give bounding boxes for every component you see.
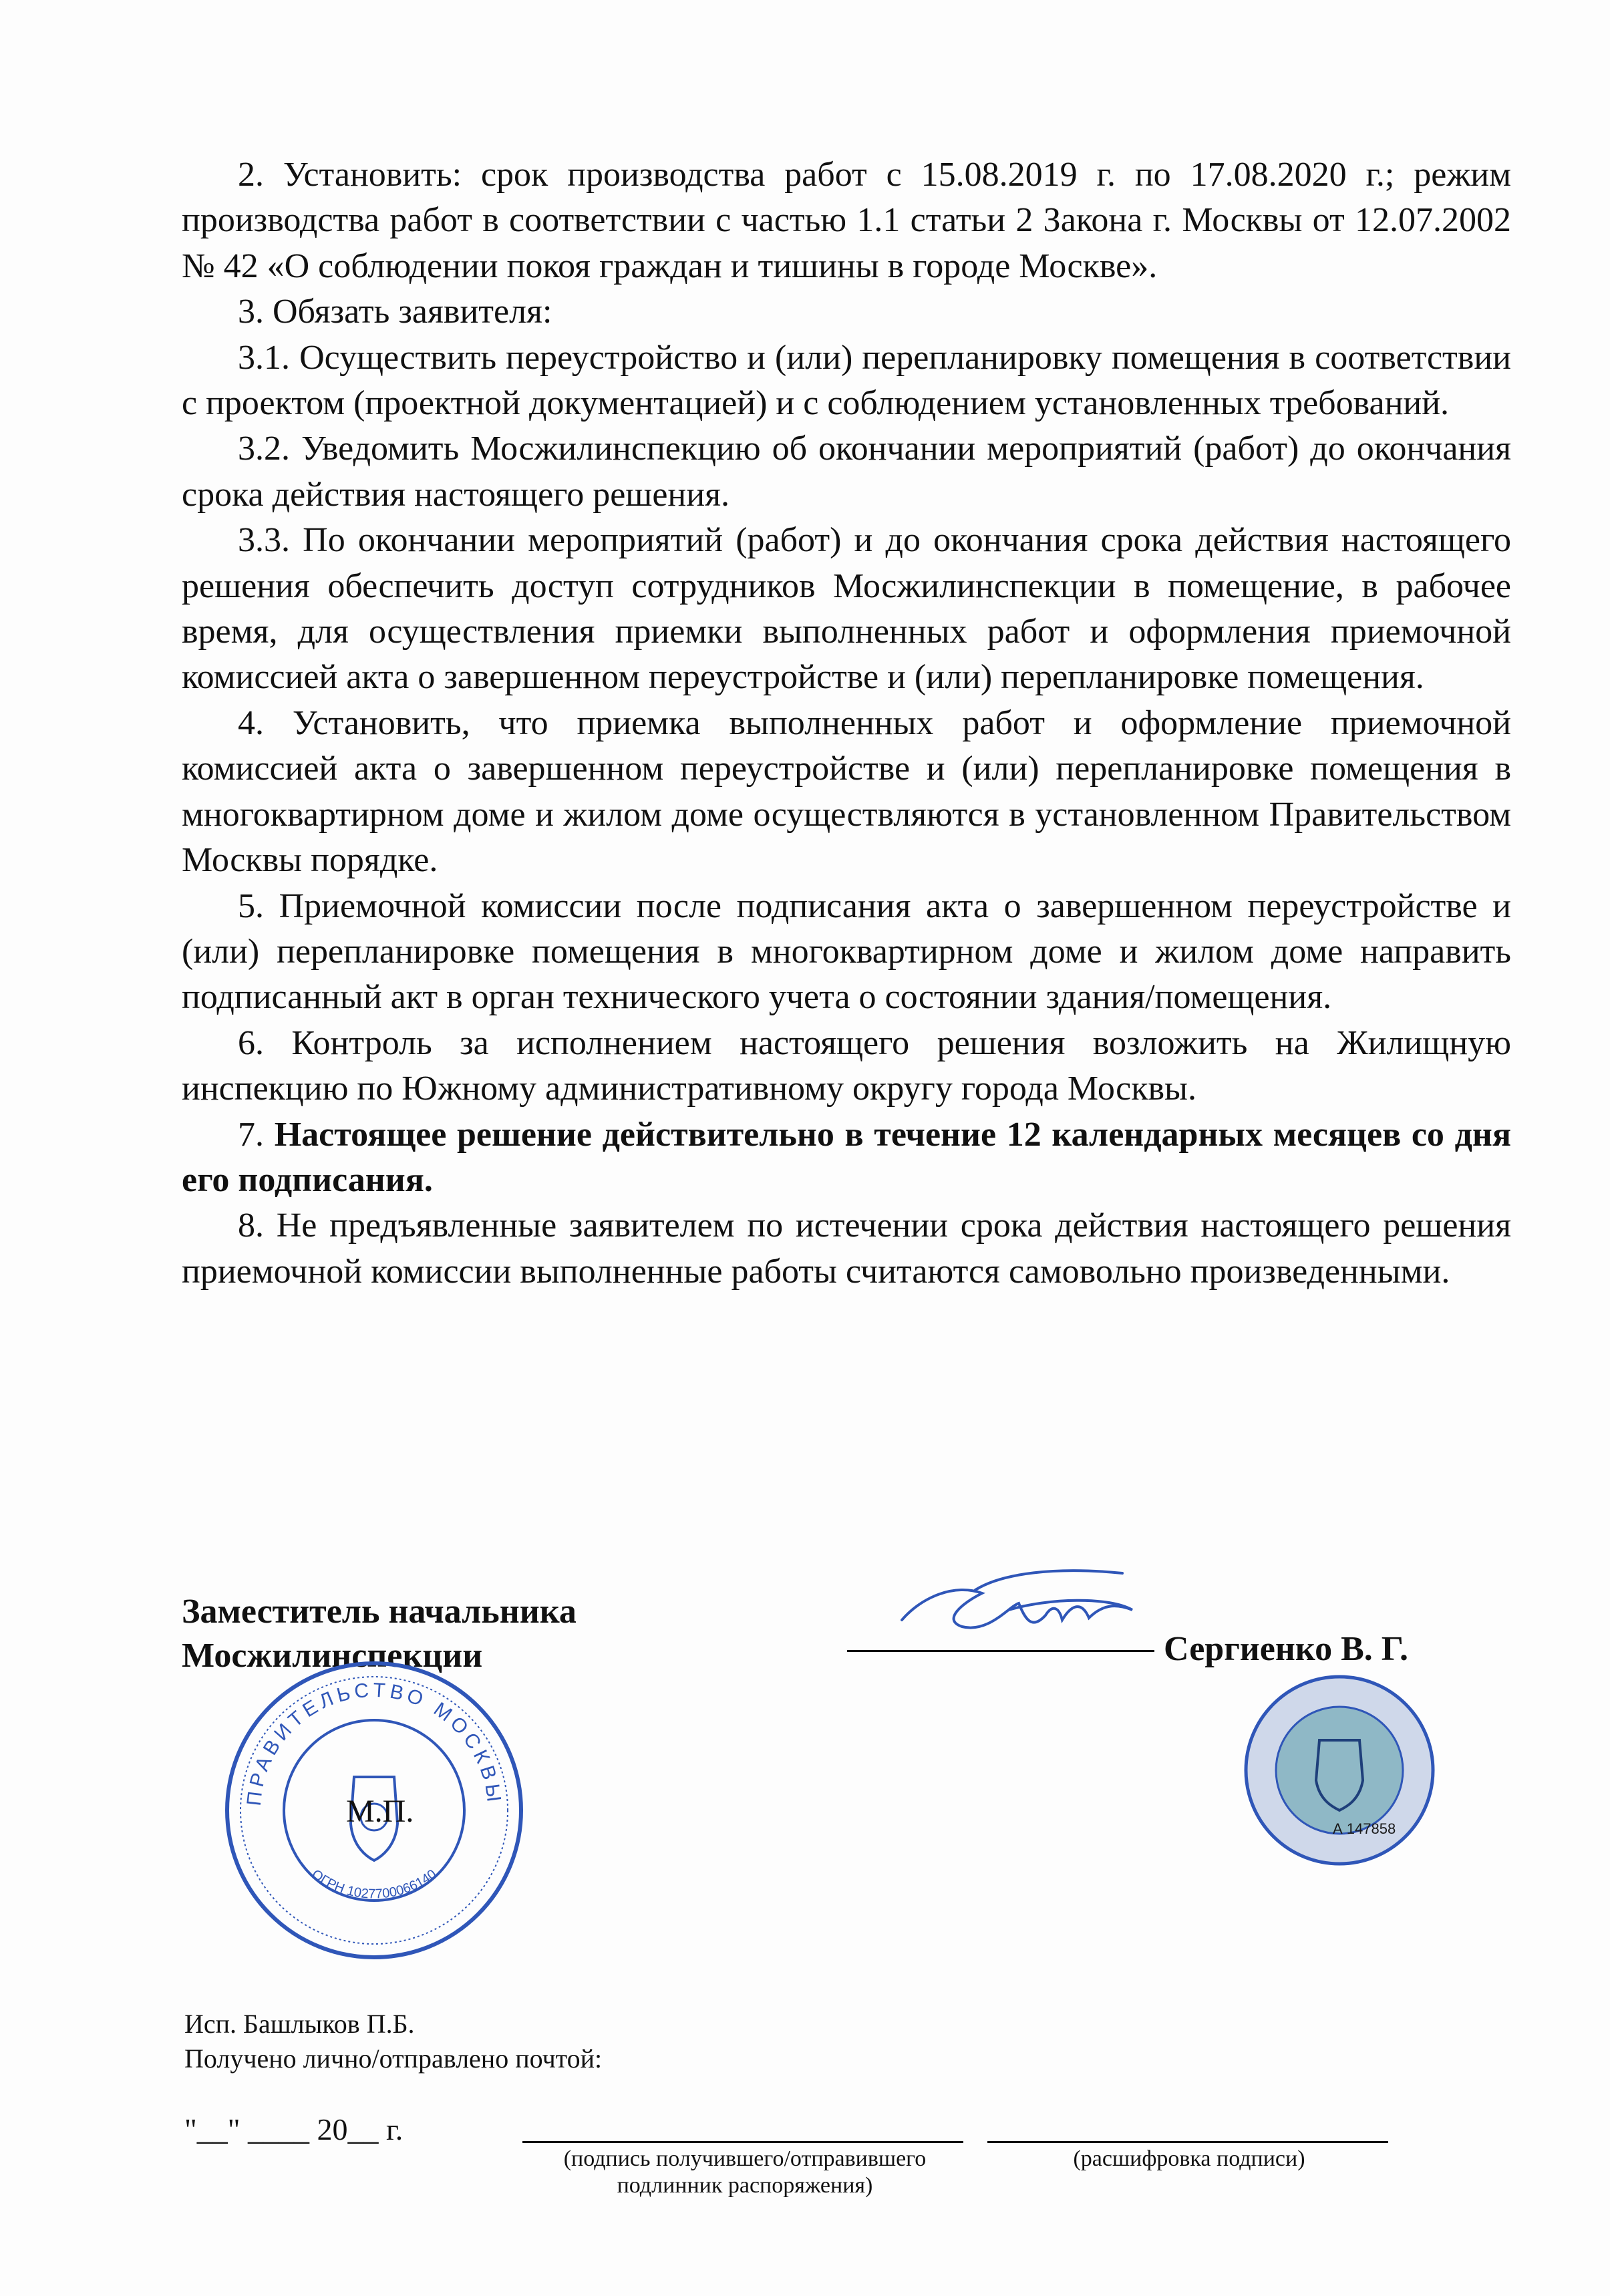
executor: Исп. Башлыков П.Б. (184, 2009, 415, 2039)
signature-line-recipient (522, 2141, 963, 2143)
paragraph-8: 8. Не предъявленные заявителем по истечении срока действия настоящего решения приемочной комиссии выполненные работы считаются самовольно произведенными. (182, 1206, 1511, 1291)
paragraph-3-3: 3.3. По окончании мероприятий (работ) и до окончания срока действия настоящего решения обеспечить доступ сотрудников Мосжилинспекции в помещение, в рабочее время, для осуществления приемки выполненных работ и оформления приемочной комиссией акта о завершенном переустройстве и (или) перепланировке помещения. (182, 521, 1511, 697)
hologram-seal (1239, 1670, 1440, 1870)
paragraph-7-number: 7. (238, 1115, 275, 1154)
signer-title-line1: Заместитель начальника (182, 1593, 577, 1631)
paragraph-3-1: 3.1. Осуществить переустройство и (или) перепланировку помещения в соответствии с проектом (проектной документацией) и с соблюдением установленных требований. (182, 338, 1511, 423)
svg-text:ПРАВИТЕЛЬСТВО МОСКВЫ (243, 1679, 506, 1807)
seal-ogrn: ОГРН 1027700066140 (309, 1866, 440, 1902)
date-field: "__" ____ 20__ г. (184, 2112, 404, 2146)
signature-line-decoding (987, 2141, 1388, 2143)
paragraph-3-2: 3.2. Уведомить Мосжилинспекцию об окончании мероприятий (работ) до окончания срока действия настоящего решения. (182, 430, 1511, 514)
mp-label: М.П. (346, 1794, 414, 1829)
caption-signature-decoding: (расшифровка подписи) (1073, 2146, 1305, 2171)
paragraph-3: 3. Обязать заявителя: (238, 293, 552, 331)
paragraph-5: 5. Приемочной комиссии после подписания акта о завершенном переустройстве и (или) перепланировке помещения в многоквартирном доме и жилом доме направить подписанный акт в орган технического учета о состоянии здания/помещения. (182, 886, 1511, 1017)
signature-line (847, 1650, 1154, 1652)
paragraph-7 (182, 1112, 1511, 1204)
caption-recipient-signature: (подпись получившего/отправившего подлинник распоряжения) (563, 2146, 927, 2198)
document-body (182, 152, 1511, 1295)
paragraph-2: 2. Установить: срок производства работ с 15.08.2019 г. по 17.08.2020 г.; режим производства работ в соответствии с частью 1.1 статьи 2 Закона г. Москвы от 12.07.2002 № 42 «О соблюдении покоя граждан и тишины в городе Москве». (182, 156, 1511, 285)
seal-outer-text: ПРАВИТЕЛЬСТВО МОСКВЫ (243, 1679, 506, 1807)
paragraph-6: 6. Контроль за исполнением настоящего решения возложить на Жилищную инспекцию по Южному административному округу города Москвы. (182, 1023, 1511, 1108)
paragraph-7-bold: Настоящее решение действительно в течение 12 календарных месяцев со дня его подписания. (182, 1115, 1511, 1199)
svg-text:ОГРН 1027700066140 (309, 1866, 439, 1901)
hologram-number: А 147858 (1333, 1820, 1396, 1837)
received-by: Получено лично/отправлено почтой: (184, 2043, 603, 2074)
handwritten-signature (882, 1556, 1162, 1657)
paragraph-4: 4. Установить, что приемка выполненных работ и оформление приемочной комиссией акта о завершенном переустройстве и (или) перепланировке помещения в многоквартирном доме и жилом доме осуществляются в установленном Правительством Москвы порядке. (182, 703, 1511, 880)
signer-title-line2: Мосжилинспекции (182, 1637, 483, 1675)
signer-name: Сергиенко В. Г. (1164, 1630, 1408, 1668)
